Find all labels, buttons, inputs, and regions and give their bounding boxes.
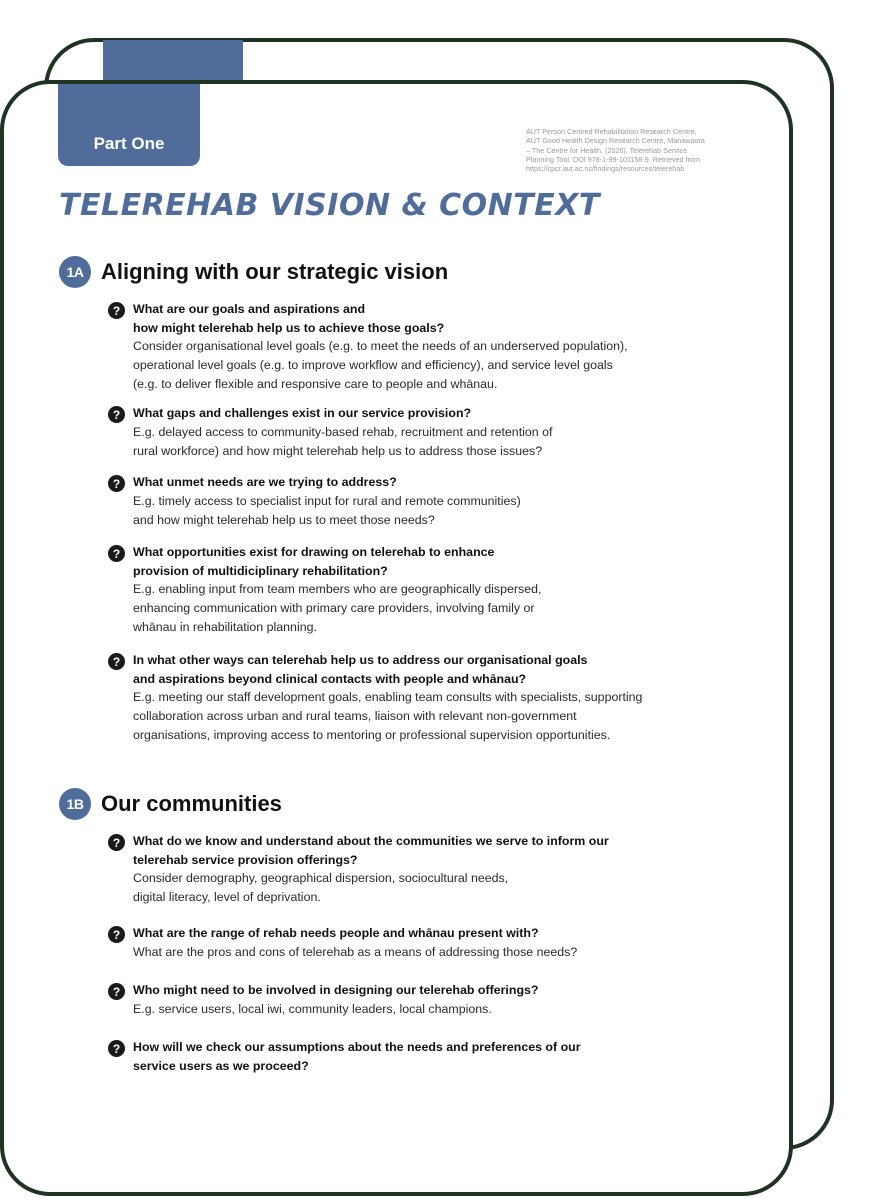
question-text: Consider demography, geographical dispersion, sociocultural needs, digital literacy, level of deprivation. (133, 871, 509, 904)
section-badge: 1B (59, 788, 91, 820)
question-icon: ? (108, 545, 125, 562)
question-title: What gaps and challenges exist in our service provision? (133, 406, 472, 420)
question-text: E.g. enabling input from team members who are geographically dispersed, enhancing communication with primary care providers, involving family or whānau in rehabilitation planning. (133, 582, 542, 634)
question-title: What unmet needs are we trying to address? (133, 475, 397, 489)
question-text: E.g. delayed access to community-based rehab, recruitment and retention of rural workforce) and how might telerehab help us to address those issues? (133, 424, 553, 458)
question-item (108, 1040, 748, 1075)
question-item (108, 834, 748, 907)
question-icon: ? (108, 834, 125, 851)
part-tab (58, 84, 200, 166)
question-title: In what other ways can telerehab help us to address our organisational goals and aspirations beyond clinical contacts with people and whānau? (133, 653, 588, 686)
question-item (108, 475, 748, 530)
question-title: What do we know and understand about the communities we serve to inform our telerehab service provision offerings? (133, 834, 609, 867)
question-title: What are our goals and aspirations and how might telerehab help us to achieve those goals? (133, 302, 445, 335)
section-title: Our communities (101, 791, 282, 816)
section-badge: 1A (59, 256, 91, 288)
question-item (108, 545, 748, 637)
question-text: E.g. meeting our staff development goals, enabling team consults with specialists, supporting collaboration across urban and rural teams, liaison with relevant non-government organisations, improving access to mentoring or professional supervision opportunities. (133, 690, 643, 742)
question-item (108, 653, 748, 745)
question-icon: ? (108, 475, 125, 492)
question-item (108, 983, 748, 1019)
question-icon: ? (108, 302, 125, 319)
question-icon: ? (108, 406, 125, 423)
citation-text: AUT Person Centred Rehabilitation Research Centre, AUT Good Health Design Research Centre, Manawaora – The Centre for Health. (2026). Telerehab Service Planning Tool. DOI 978-1-99-101158-9. Retrieved from https://cpcr.aut.ac.nz/findings/resources/telerehab (526, 127, 705, 174)
question-text: E.g. service users, local iwi, community leaders, local champions. (133, 1001, 492, 1016)
question-item (108, 302, 748, 394)
question-text: What are the pros and cons of telerehab as a means of addressing those needs? (133, 944, 578, 959)
part-tab-label: Part One (93, 134, 165, 153)
question-icon: ? (108, 983, 125, 1000)
section-1b-header (59, 788, 282, 820)
question-title: What opportunities exist for drawing on telerehab to enhance provision of multidiciplinary rehabilitation? (133, 545, 495, 578)
question-title: What are the range of rehab needs people and whānau present with? (133, 926, 539, 940)
question-title: How will we check our assumptions about the needs and preferences of our service users as we proceed? (133, 1040, 581, 1073)
question-icon: ? (108, 653, 125, 670)
page-title: TELEREHAB VISION & CONTEXT (59, 188, 600, 223)
question-item (108, 406, 748, 461)
section-1a-header (59, 256, 448, 288)
question-icon: ? (108, 926, 125, 943)
question-text: E.g. timely access to specialist input for rural and remote communities) and how might telerehab help us to meet those needs? (133, 493, 521, 527)
question-title: Who might need to be involved in designing our telerehab offerings? (133, 983, 539, 997)
section-title: Aligning with our strategic vision (101, 259, 449, 284)
question-item (108, 926, 748, 962)
question-text: Consider organisational level goals (e.g. to meet the needs of an underserved population), operational level goals (e.g. to improve workflow and efficiency), and service level goals (e.g. to deliver flexible and responsive care to people and whānau. (133, 339, 628, 391)
page-frame (0, 80, 793, 1196)
question-icon: ? (108, 1040, 125, 1057)
